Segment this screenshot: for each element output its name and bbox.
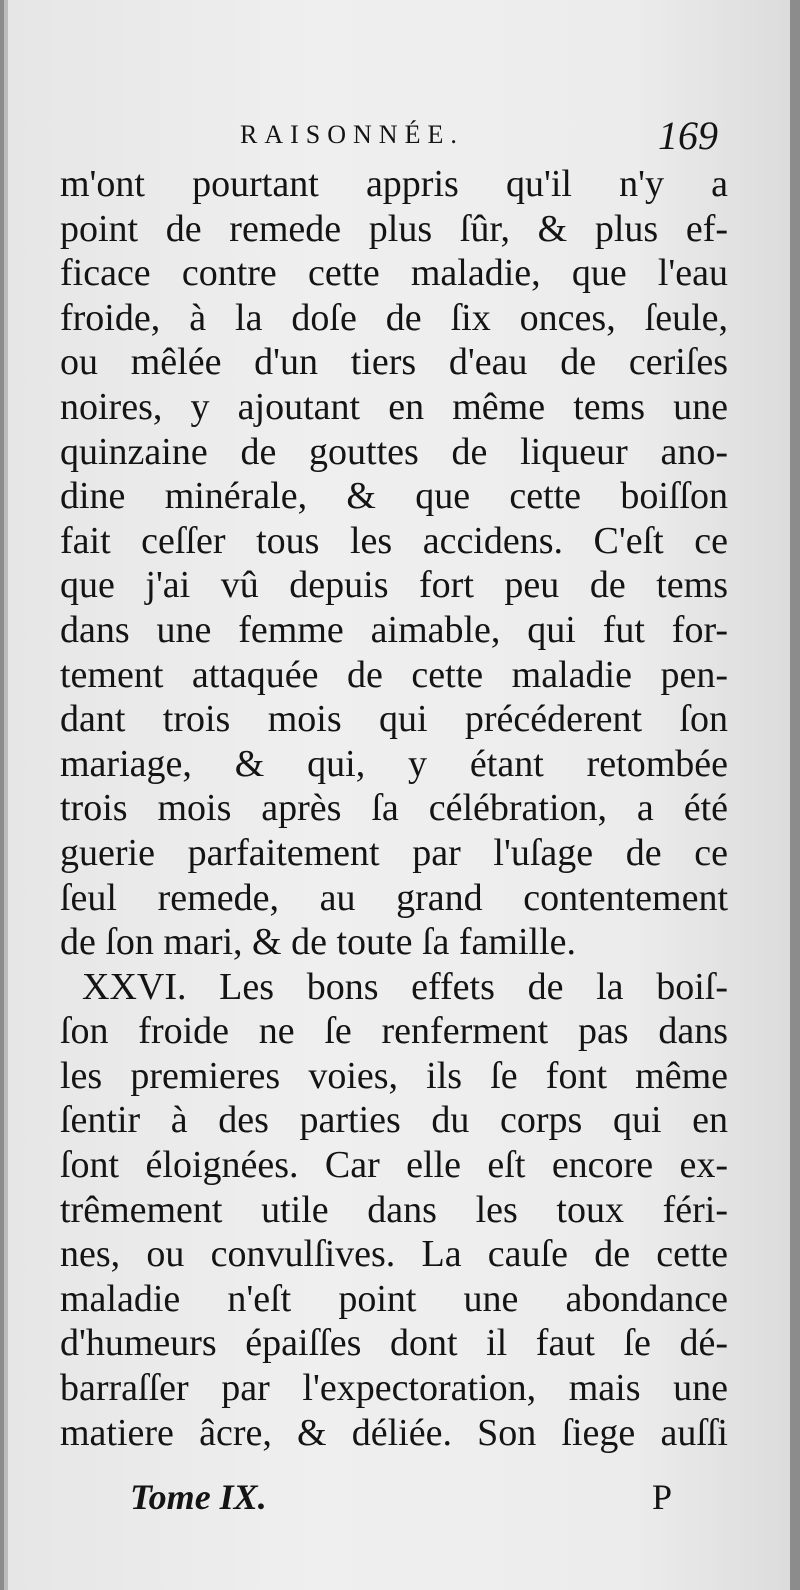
book-page — [4, 0, 790, 1590]
text-line: barraſſer par l'expectoration, mais une — [60, 1367, 728, 1410]
volume-label: Tome IX. — [130, 1477, 267, 1517]
text-line: quinzaine de gouttes de liqueur ano- — [60, 430, 728, 473]
text-line: les premieres voies, ils ſe font même — [60, 1054, 728, 1097]
text-line: XXVI. Les bons effets de la boiſ- — [82, 965, 728, 1008]
text-line: ſeul remede, au grand contentement — [60, 876, 728, 919]
text-line: ſentir à des parties du corps qui en — [60, 1099, 728, 1142]
text-line: trêmement utile dans les toux féri- — [60, 1188, 728, 1231]
text-line: matiere âcre, & déliée. Son ſiege auſſi — [60, 1411, 728, 1454]
text-line: dine minérale, & que cette boiſſon — [60, 475, 728, 518]
text-line: fait ceſſer tous les accidens. C'eſt ce — [60, 519, 728, 562]
text-line: noires, y ajoutant en même tems une — [60, 385, 728, 428]
text-line: ficace contre cette maladie, que l'eau — [60, 252, 728, 295]
text-line: ſont éloignées. Car elle eſt encore ex- — [60, 1144, 728, 1187]
page-number: 169 — [658, 113, 718, 158]
text-line: ſon froide ne ſe renferment pas dans — [60, 1010, 728, 1053]
text-line: tement attaquée de cette maladie pen- — [60, 653, 728, 696]
text-line: froide, à la doſe de ſix onces, ſeule, — [60, 296, 728, 339]
text-line: mariage, & qui, y étant retombée — [60, 742, 728, 785]
text-line: nes, ou convulſives. La cauſe de cette — [60, 1233, 728, 1276]
text-line: point de remede plus ſûr, & plus ef- — [60, 207, 728, 250]
text-line: trois mois après ſa célébration, a été — [60, 787, 728, 830]
page-footer — [130, 1476, 672, 1520]
text-line: guerie parfaitement par l'uſage de ce — [60, 831, 728, 874]
text-line: dant trois mois qui précéderent ſon — [60, 698, 728, 741]
body-text — [60, 162, 728, 1455]
text-line: que j'ai vû depuis fort peu de tems — [60, 564, 728, 607]
page-header — [240, 112, 718, 162]
signature-mark: P — [651, 1477, 672, 1517]
text-line: de ſon mari, & de toute ſa famille. — [60, 921, 577, 964]
text-line: maladie n'eſt point une abondance — [60, 1277, 728, 1320]
text-line: dans une femme aimable, qui fut for- — [60, 608, 728, 651]
text-line: ou mêlée d'un tiers d'eau de ceriſes — [60, 341, 728, 384]
text-line: d'humeurs épaiſſes dont il faut ſe dé- — [60, 1322, 728, 1365]
running-title: RAISONNÉE. — [240, 120, 464, 149]
text-line: m'ont pourtant appris qu'il n'y a — [60, 163, 728, 205]
